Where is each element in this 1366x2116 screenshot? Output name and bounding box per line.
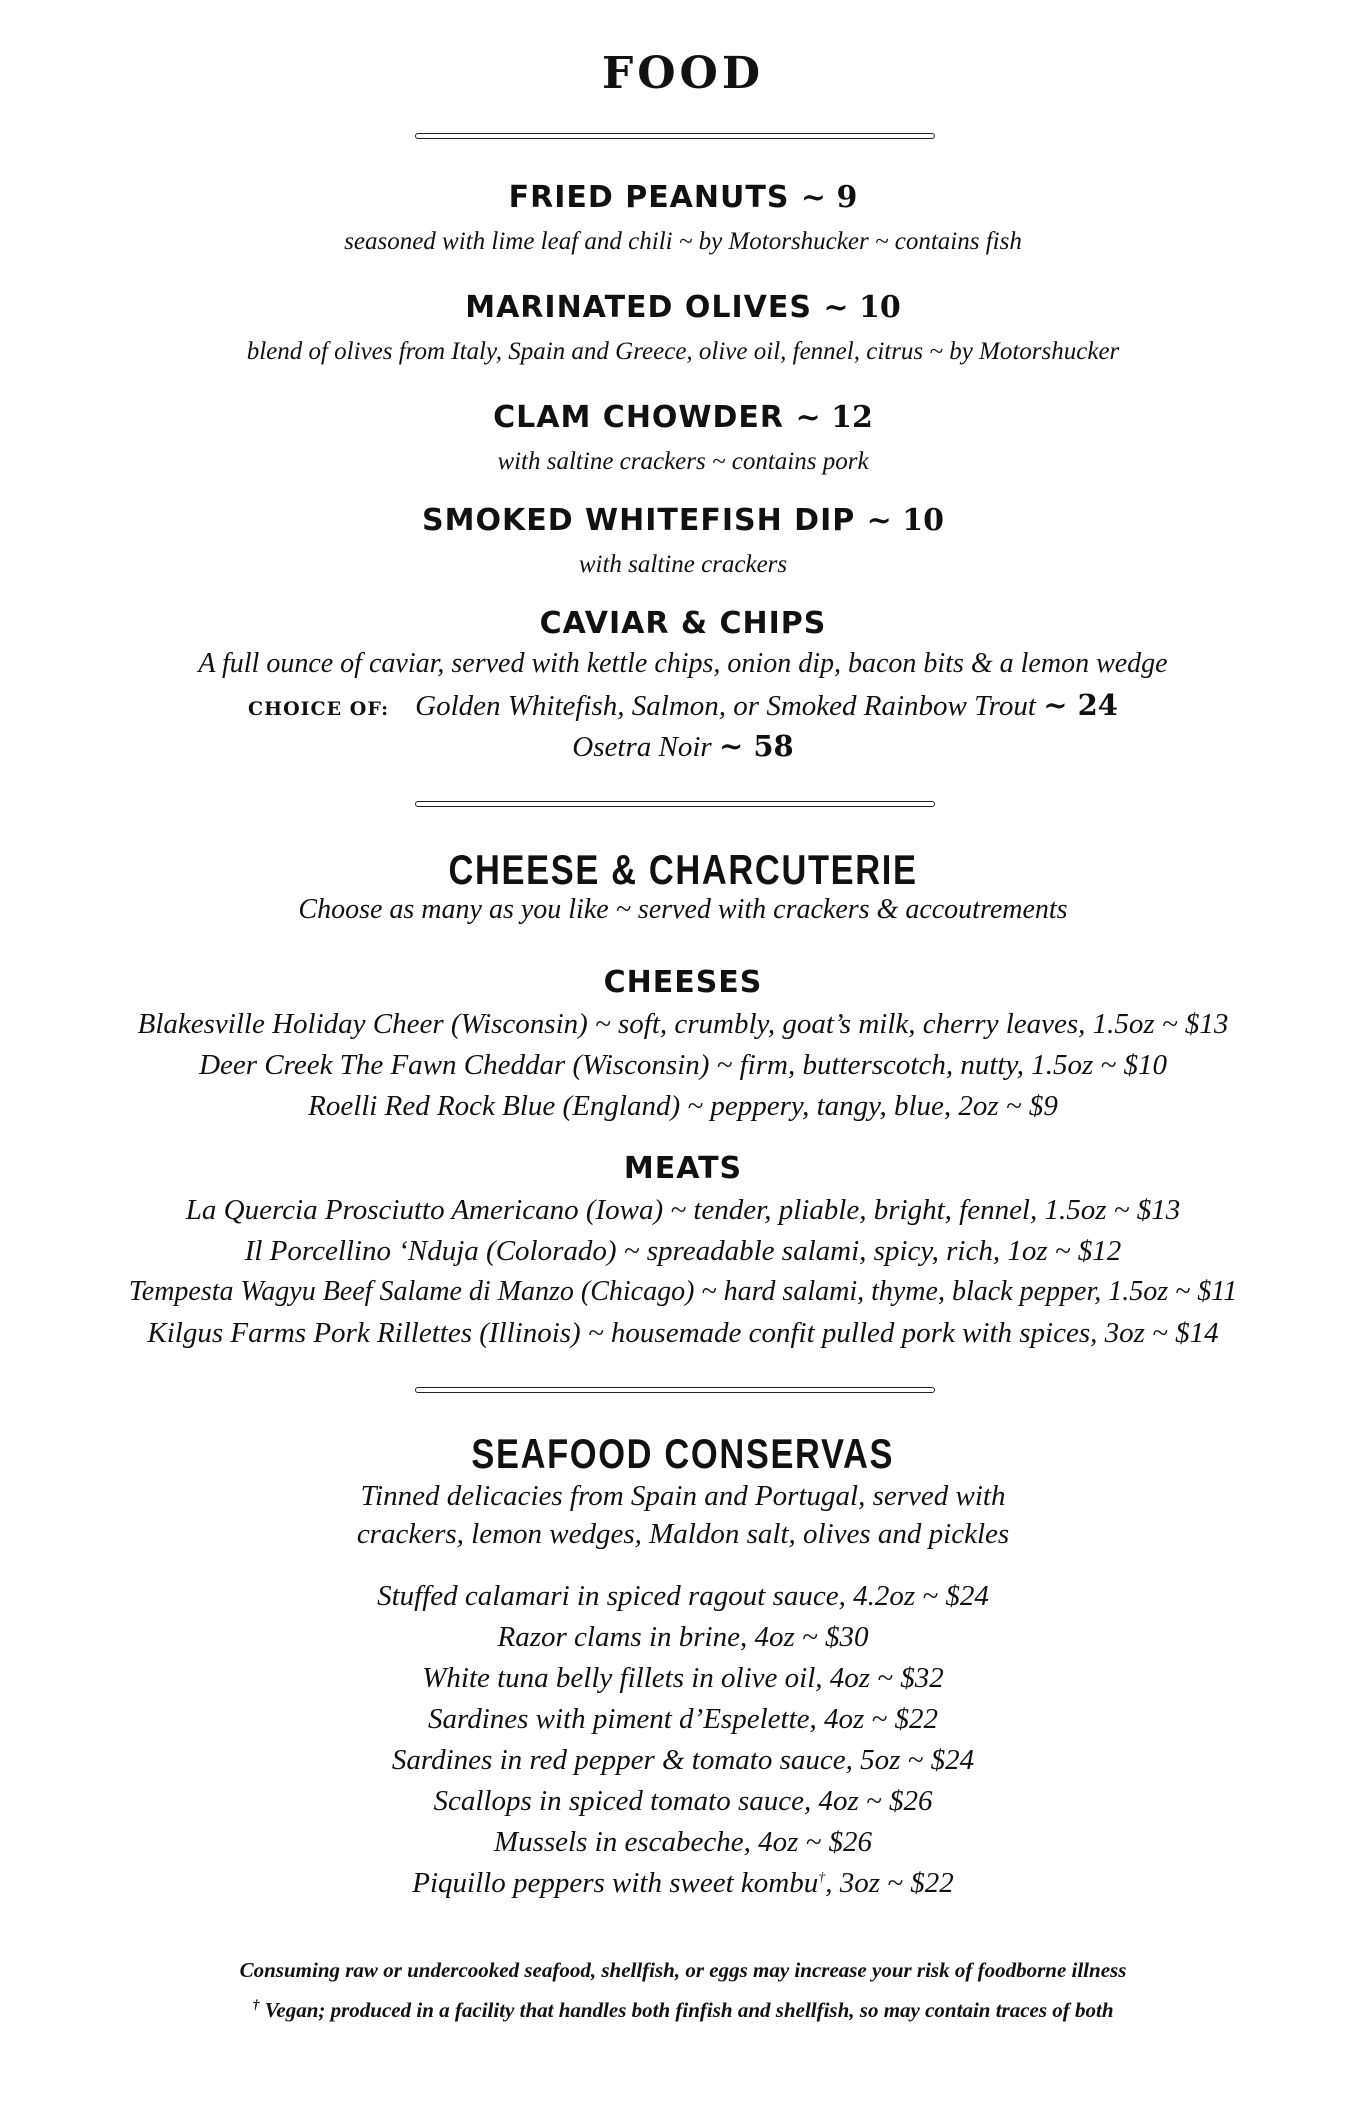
menu-item-name: CLAM CHOWDER ~ 12 [493, 400, 873, 435]
menu-item-description: with saltine crackers [578, 551, 788, 578]
caviar-description: A full ounce of caviar, served with kettle chips, onion dip, bacon bits & a lemon wedge [198, 648, 1168, 679]
conserva-item: Mussels in escabeche, 4oz ~ $26 [493, 1826, 873, 1858]
conserva-item: Sardines with piment d’Espelette, 4oz ~ $22 [428, 1703, 938, 1735]
divider [415, 801, 935, 807]
meat-item: Kilgus Farms Pork Rillettes (Illinois) ~ housemade confit pulled pork with spices, 3oz ~ $14 [147, 1317, 1219, 1349]
menu-item-name: MARINATED OLIVES ~ 10 [465, 290, 901, 325]
vegan-note: † Vegan; produced in a facility that handles both finfish and shellfish, so may contain traces of both [252, 1998, 1114, 2022]
cheeses-heading: CHEESES [603, 965, 763, 1000]
menu-item-description: with saltine crackers ~ contains pork [497, 448, 869, 475]
conservas-subtitle: crackers, lemon wedges, Maldon salt, olives and pickles [356, 1518, 1010, 1550]
conserva-item: Scallops in spiced tomato sauce, 4oz ~ $26 [433, 1785, 933, 1817]
caviar-name: CAVIAR & CHIPS [539, 606, 827, 641]
conserva-item: Razor clams in brine, 4oz ~ $30 [497, 1621, 869, 1653]
allergy-warning: Consuming raw or undercooked seafood, shellfish, or eggs may increase your risk of foodborne illness [239, 1958, 1127, 1982]
caviar-option: Osetra Noir ~ 58 [572, 729, 794, 763]
cheese-item: Deer Creek The Fawn Cheddar (Wisconsin) ~ firm, butterscotch, nutty, 1.5oz ~ $10 [199, 1049, 1167, 1081]
conservas-title: SEAFOOD CONSERVAS [471, 1430, 895, 1477]
charcuterie-title: CHEESE & CHARCUTERIE [448, 846, 918, 893]
conserva-item: Stuffed calamari in spiced ragout sauce, 4.2oz ~ $24 [377, 1580, 989, 1612]
choice-label: CHOICE OF: [248, 698, 390, 720]
divider [415, 133, 935, 139]
meat-item: Tempesta Wagyu Beef Salame di Manzo (Chicago) ~ hard salami, thyme, black pepper, 1.5oz ~ $11 [128, 1276, 1238, 1307]
menu-item-name: FRIED PEANUTS ~ 9 [508, 180, 858, 215]
menu-item-description: seasoned with lime leaf and chili ~ by Motorshucker ~ contains fish [344, 228, 1022, 255]
meat-item: La Quercia Prosciutto Americano (Iowa) ~ tender, pliable, bright, fennel, 1.5oz ~ $13 [185, 1194, 1181, 1226]
charcuterie-subtitle: Choose as many as you like ~ served with crackers & accoutrements [298, 894, 1068, 925]
conserva-item: Sardines in red pepper & tomato sauce, 5oz ~ $24 [391, 1744, 975, 1776]
conserva-item: Piquillo peppers with sweet kombu†, 3oz ~ $22 [412, 1867, 954, 1899]
caviar-option: CHOICE OF: Golden Whitefish, Salmon, or Smoked Rainbow Trout ~ 24 [248, 688, 1118, 722]
meats-heading: MEATS [623, 1151, 743, 1186]
conservas-subtitle: Tinned delicacies from Spain and Portugal, served with [360, 1480, 1006, 1512]
cheese-item: Roelli Red Rock Blue (England) ~ peppery, tangy, blue, 2oz ~ $9 [308, 1090, 1058, 1122]
food-title: FOOD [601, 48, 765, 99]
menu-item-name: SMOKED WHITEFISH DIP ~ 10 [421, 503, 945, 538]
cheese-item: Blakesville Holiday Cheer (Wisconsin) ~ soft, crumbly, goat’s milk, cherry leaves, 1.5oz ~ $13 [137, 1008, 1229, 1040]
conserva-item: White tuna belly fillets in olive oil, 4oz ~ $32 [422, 1662, 944, 1694]
divider [415, 1387, 935, 1393]
meat-item: Il Porcellino ‘Nduja (Colorado) ~ spreadable salami, spicy, rich, 1oz ~ $12 [244, 1235, 1122, 1267]
menu-item-description: blend of olives from Italy, Spain and Greece, olive oil, fennel, citrus ~ by Motorshucker [246, 338, 1120, 365]
dagger-mark: † [818, 1870, 826, 1886]
